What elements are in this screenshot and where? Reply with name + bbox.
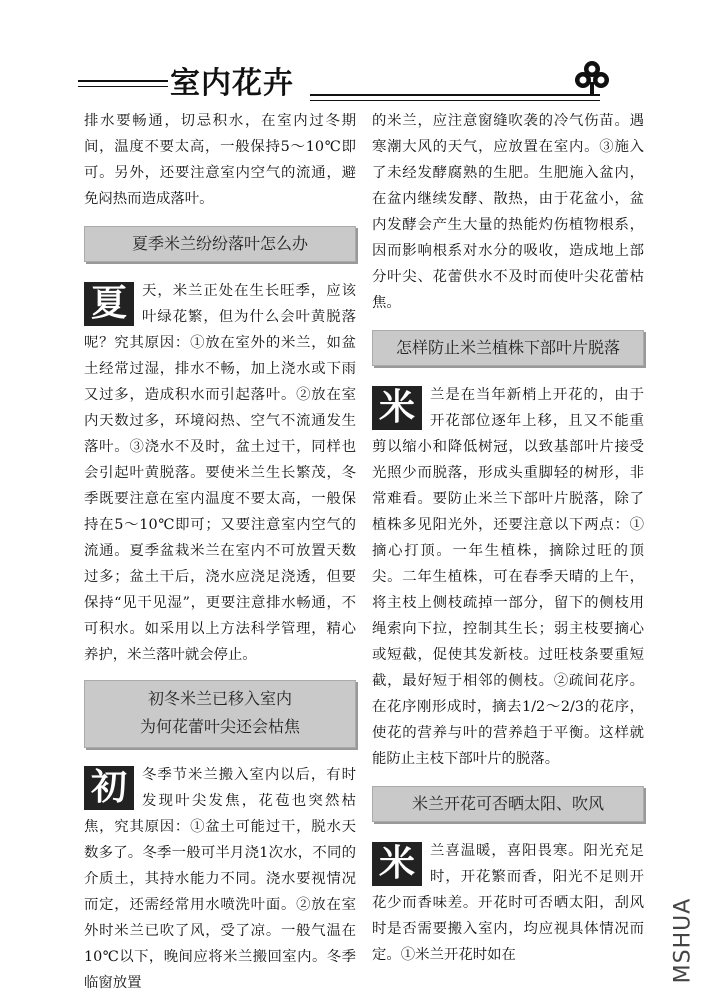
subheading-line: 初冬米兰已移入室内 — [147, 689, 292, 708]
paragraph: 的米兰，应注意窗缝吹袭的冷气伤苗。遇寒潮大风的天气，应放置在室内。③施入了未经发酵腐熟的生肥。生肥施入盆内，在盆内继续发酵、散热，由于花盆小，盆内发酵会产生大量的热能灼伤植物根系，因而影响根系对水分的吸收，造成地上部分叶尖、花蕾供水不及时而使叶尖花蕾枯焦。 — [372, 113, 644, 311]
drop-cap: 米 — [372, 842, 422, 886]
clover-icon — [572, 58, 612, 98]
page-header — [78, 58, 638, 106]
subheading: 怎样防止米兰植株下部叶片脱落 — [395, 338, 620, 357]
header-rule-right-thin — [310, 100, 600, 101]
paragraph — [372, 382, 644, 772]
paragraph-text: 兰喜温暖，喜阳畏寒。阳光充足时，开花繁而香，阳光不足则开花少而香味差。开花时可否晒太阳，刮风时是否需要搬入室内，均应视具体情况而定。①米兰开花时如在 — [372, 843, 644, 963]
paragraph — [84, 762, 356, 996]
header-rule-left-thin — [78, 86, 168, 87]
subheading-box — [84, 680, 356, 748]
drop-cap: 米 — [372, 386, 422, 430]
subheading-box — [84, 226, 356, 262]
right-column — [372, 108, 644, 968]
paragraph — [84, 278, 356, 668]
paragraph-text: 天，米兰正处在生长旺季，应该叶绿花繁，但为什么会叶黄脱落呢？究其原因：①放在室外的米兰，如盆土经常过湿，排水不畅，加上浇水或下雨又过多，造成积水而引起落叶。②放在室内天数过多，环境闷热、空气不流通发生落叶。③浇水不及时，盆土过干，同样也会引起叶黄脱落。要使米兰生长繁茂，冬季既要注意在室内温度不要太高，一般保持在5～10℃即可；又要注意室内空气的流通。夏季盆栽米兰在室内不可放置天数过多；盆土干后，浇水应浇足浇透，但要保持“见干见湿”，更要注意排水畅通，不可积水。如采用以上方法科学管理，精心养护，米兰落叶就会停止。 — [84, 283, 356, 663]
paragraph-text: 兰是在当年新梢上开花的，由于开花部位逐年上移，且又不能重剪以缩小和降低树冠，以致基部叶片接受光照少而脱落，形成头重脚轻的树形，非常难看。要防止米兰下部叶片脱落，除了植株多见阳光外，还要注意以下两点：①摘心打顶。一年生植株，摘除过旺的顶尖。二年生植株，可在春季天晴的上午，将主枝上侧枝疏掉一部分，留下的侧枝用绳索向下拉，控制其生长；弱主枝要摘心或短截，促使其发新枝。过旺枝条要重短截，最好短于相邻的侧枝。②疏间花序。在花序刚形成时，摘去1/2～2/3的花序，使花的营养与叶的营养趋于平衡。这样就能防止主枝下部叶片的脱落。 — [372, 387, 644, 767]
section-title: 室内花卉 — [170, 66, 294, 101]
paragraph — [372, 838, 644, 968]
subheading: 米兰开花可否晒太阳、吹风 — [411, 794, 604, 813]
subheading-line: 为何花蕾叶尖还会枯焦 — [139, 717, 300, 736]
watermark — [670, 888, 706, 998]
drop-cap: 夏 — [84, 282, 134, 326]
drop-cap: 初 — [84, 766, 134, 810]
left-column — [84, 108, 356, 996]
paragraph-text: 冬季节米兰搬入室内以后，有时发现叶尖发焦，花苞也突然枯焦，究其原因：①盆土可能过干，脱水天数多了。冬季一般可半月浇1次水，不同的介质土，其持水能力不同。浇水要视情况而定，还需经常用水喷洗叶面。②放在室外时米兰已吹了风，受了凉。一般气温在10℃以下，晚间应将米兰搬回室内。冬季临窗放置 — [84, 767, 356, 991]
paragraph: 排水要畅通，切忌积水，在室内过冬期间，温度不要太高，一般保持5～10℃即可。另外，还要注意室内空气的流通，避免闷热而造成落叶。 — [84, 113, 356, 207]
header-rule-left — [78, 80, 168, 82]
subheading-box — [372, 330, 644, 366]
header-rule-right — [310, 94, 600, 96]
subheading: 夏季米兰纷纷落叶怎么办 — [131, 234, 308, 253]
subheading-box — [372, 786, 644, 822]
watermark-text: MSHUA — [670, 897, 696, 984]
